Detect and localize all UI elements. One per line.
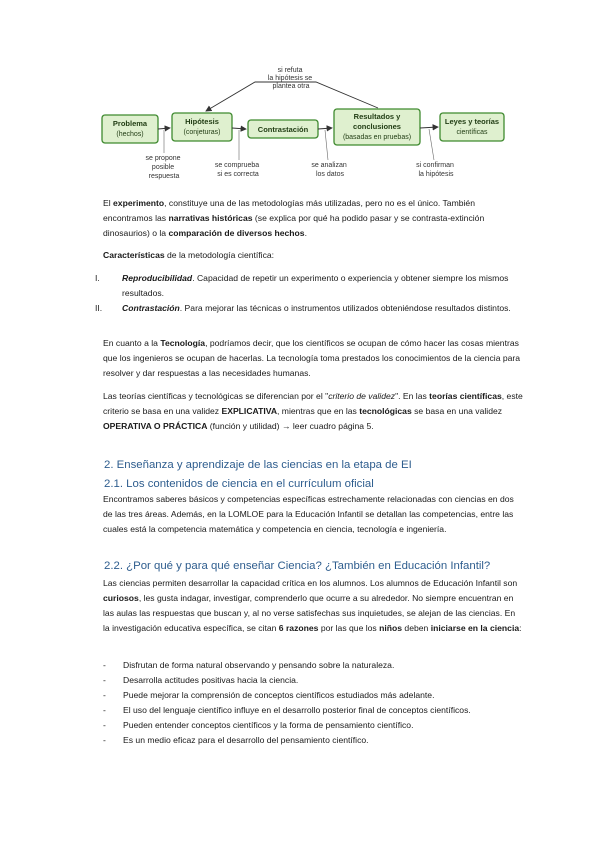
list-item: - Desarrolla actitudes positivas hacia la ciencia. [103, 675, 299, 685]
paragraph-por-que: Las ciencias permiten desarrollar la capacidad crítica en los alumnos. Los alumnos de Educación Infantil son curiosos, les gusta indagar, investigar, comprenderlo que ocurre a su alrededor. No siempre encuentran en las aulas las respuestas que buscan y, al no verse satisfechas sus inquietudes, se alejan de las ciencias. En la investigación educativa específica, se citan 6 razones por las que los niños deben iniciarse en la ciencia: [103, 578, 522, 633]
heading-section-2-1: 2.1. Los contenidos de ciencia en el currículum oficial [104, 478, 374, 490]
connector [429, 129, 434, 160]
svg-text:Contrastación: Contrastación [257, 125, 309, 134]
svg-text:(basadas en pruebas): (basadas en pruebas) [342, 134, 412, 141]
list-item: - El uso del lenguaje científico influye en el desarrollo posterior final de conceptos científicos. [103, 705, 471, 715]
box-resultados [334, 109, 420, 145]
connector [325, 130, 328, 160]
paragraph-experimento: El experimento, constituye una de las metodologías más utilizadas, pero no es el único. También encontramos las narrativas históricas (se explica por qué ha podido pasar y se contrasta-extinción dinosaurios) o la comparación de diversos hechos. [103, 198, 485, 238]
svg-text:Problema: Problema [112, 119, 148, 128]
paragraph-curriculum: Encontramos saberes básicos y competencias específicas estrechamente relacionadas con ciencias en dos de las tres áreas. Además, en la LOMLOE para la Educación Infantil se detallan las competencias, entre las cuales está la competencia matemática y competencia en ciencia, tecnología e ingeniería. [103, 494, 514, 534]
list-item: - Disfrutan de forma natural observando y pensando sobre la naturaleza. [103, 660, 395, 670]
arrow [232, 128, 246, 129]
list-item: - Pueden entender conceptos científicos y la forma de pensamiento científico. [103, 720, 414, 730]
list-item: II. Contrastación. Para mejorar las técnicas o instrumentos utilizados obteniéndose resultados distintos. [95, 303, 511, 313]
box-contrastacion [248, 120, 318, 138]
svg-text:Hipótesis: Hipótesis [185, 117, 219, 126]
svg-text:(hechos): (hechos) [116, 131, 144, 138]
roman-list [95, 271, 523, 316]
scientific-method-diagram [0, 0, 600, 195]
note-propone: se propone posible respuesta [145, 155, 181, 180]
box-hipotesis [172, 113, 232, 141]
paragraph-caracteristicas: Características de la metodología científica: [103, 250, 275, 260]
list-item: - Es un medio eficaz para el desarrollo del pensamiento científico. [103, 735, 369, 745]
arrow [318, 128, 332, 129]
svg-text:científicas: científicas [456, 129, 488, 136]
heading-section-2-2: 2.2. ¿Por qué y para qué enseñar Ciencia? ¿También en Educación Infantil? [104, 560, 491, 572]
box-leyes [440, 113, 504, 141]
box-problema [102, 115, 158, 143]
svg-text:Leyes y teorías: Leyes y teorías [444, 117, 500, 126]
paragraph-tecnologia: En cuanto a la Tecnología, podríamos decir, que los científicos se ocupan de cómo hacer las cosas mientras que los ingenieros se ocupan de hacerlas. La tecnología toma prestados los conocimientos de la ciencia para resolver y dar respuestas a las necesidades humanas. [103, 338, 521, 378]
reasons-list [103, 658, 523, 748]
arrow [158, 128, 170, 129]
list-item: I. Reproducibilidad. Capacidad de repetir un experimento o experiencia y obtener siempre los mismos resultados. [95, 273, 509, 298]
svg-text:conclusiones: conclusiones [353, 122, 401, 131]
arrow [420, 127, 438, 128]
svg-text:(conjeturas): (conjeturas) [183, 129, 221, 136]
paragraph-teorias: Las teorías científicas y tecnológicas se diferencian por el "criterio de validez". En las teorías científicas, este criterio se basa en una validez EXPLICATIVA, mientras que en las tecnológicas se basa en una validez OPERATIVA O PRÁCTICA (función y utilidad) → leer cuadro página 5. [103, 391, 523, 431]
svg-text:Resultados y: Resultados y [353, 112, 401, 121]
list-item: - Puede mejorar la comprensión de conceptos científicos estudiados más adelante. [103, 690, 435, 700]
note-analizan: se analizan los datos [311, 162, 347, 178]
note-confirman: si confirman la hipótesis [416, 162, 454, 178]
note-refuta: si refuta la hipótesis se plantea otra [267, 67, 313, 90]
note-comprueba: se comprueba si es correcta [214, 162, 260, 178]
heading-section-2: 2. Enseñanza y aprendizaje de las ciencias en la etapa de EI [104, 459, 412, 471]
